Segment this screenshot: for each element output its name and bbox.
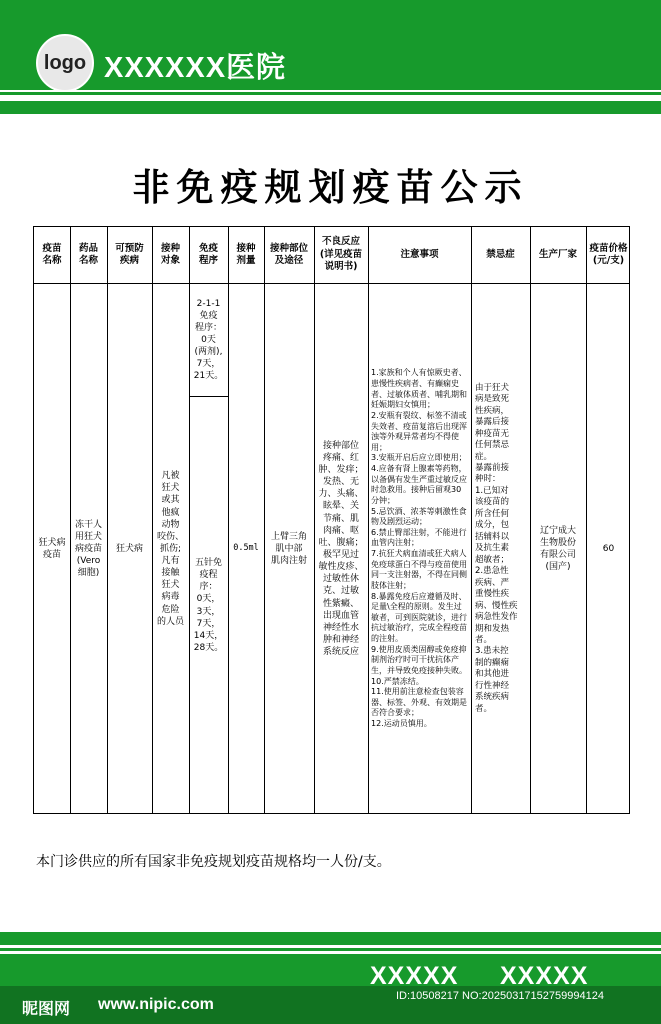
header-contraindications: 禁忌症 — [486, 248, 515, 260]
header-manufacturer: 生产厂家 — [538, 248, 577, 260]
cell-price: 60 — [602, 543, 615, 554]
cell-disease: 狂犬病 — [115, 543, 143, 554]
cell-vaccine-name: 狂犬病 疫苗 — [38, 537, 66, 560]
header-target: 接种 对象 — [160, 242, 180, 266]
header-drug-name: 药品 名称 — [78, 242, 98, 266]
header-vaccine-name: 疫苗 名称 — [42, 242, 62, 266]
watermark-id: ID:10508217 NO:20250317152759994124 — [396, 990, 604, 1002]
logo: logo — [36, 34, 94, 92]
cell-schedule-2-1-1: 2-1-1 免疫 程序： 0天 (两剂), 7天， 21天。 — [193, 298, 224, 382]
cell-route: 上臂三角 肌中部 肌肉注射 — [270, 531, 307, 567]
cell-dose: 0.5ml — [233, 543, 259, 554]
footer-text-right: XXXXX — [500, 962, 589, 990]
cell-precautions: 1.家族和个人有惊厥史者、患慢性疾病者、有癫痫史者、过敏体质者、哺乳期和妊娠期妇女慎用； 2.安瓶有裂纹、标签不清或失效者、疫苗复溶后出现浑浊等外观异常者均不得使用； 3.安瓶开启后应立即使用； 4.应备有肾上腺素等药物，以备偶有发生严重过敏反应时急救用。接种后留观30分钟； 5.忌饮酒、浓茶等刺激性食物及剧烈运动； 6.禁止臀部注射，不能进行血管内注射； 7.抗狂犬病血清或狂犬病人免疫球蛋白不得与疫苗使用同一支注射器，不得在同侧肢体注射； 8.暴露免疫后应遵循及时、足量\全程的原则。发生过敏者，可到医院就诊，进行抗过敏治疗，完成全程疫苗的注射。 9.使用皮质类固醇或免疫抑制剂治疗时可干扰抗体产生，并导致免疫接种失败。 10.严禁冻结。 11.使用前注意检查包装容器、标签、外观、有效期是否符合要求； 12.运动员慎用。 — [371, 368, 467, 728]
cell-adverse: 接种部位 疼痛、红 肿、发痒； 发热、无 力、头痛、 眩晕、关 节痛、肌 肉痛、呕 吐、腹痛； 极罕见过 敏性皮疹、 过敏性休 克、过敏 性紫癜、 出现血管 神经性水 肿和神经 系统反应 — [318, 440, 364, 658]
header-disease: 可预防 疾病 — [115, 242, 144, 266]
cell-target: 凡被 狂犬 或其 他疯 动物 咬伤、 抓伤; 凡有 接触 狂犬 病毒 危险 的人员 — [156, 471, 184, 627]
cell-schedule-five-dose: 五针免 疫程序： 0天， 3天， 7天， 14天， 28天。 — [193, 557, 224, 653]
cell-contraindications: 由于狂犬 病是致死 性疾病， 暴露后接 种疫苗无 任何禁忌 症。 暴露前接 种时： 1.已知对 该疫苗的 所含任何 成分，包 括辅料以 及抗生素 超敏者； 2.患急性 疾病、严 重慢性疾 病、慢性疾 病急性发作 期和发热 者。 3.患未控 制的癫痫 和其他进 行性神经 系统疾病 者。 — [475, 382, 518, 714]
page-title: 非免疫规划疫苗公示 — [132, 166, 529, 209]
watermark-brand: 昵图网 — [22, 999, 71, 1018]
header-stripe — [0, 101, 661, 114]
cell-drug-name: 冻干人 用狂犬 病疫苗 (Vero 细胞) — [74, 519, 102, 579]
footer-text-left: XXXXX — [370, 962, 459, 990]
footer-stripe — [0, 948, 661, 951]
watermark-url: www.nipic.com — [98, 996, 214, 1013]
vaccine-table — [33, 226, 630, 814]
header-adverse: 不良反应 (详见疫苗 说明书) — [319, 236, 363, 273]
header-stripe — [0, 92, 661, 95]
header-route: 接种部位 及途径 — [269, 242, 308, 266]
footnote: 本门诊供应的所有国家非免疫规划疫苗规格均一人份/支。 — [36, 854, 391, 870]
header-schedule: 免疫 程序 — [198, 242, 218, 266]
footer-stripe — [0, 932, 661, 945]
header-bar — [0, 0, 661, 90]
hospital-name: XXXXXX医院 — [104, 52, 287, 84]
header-price: 疫苗价格 (元/支) — [589, 242, 628, 266]
header-precautions: 注意事项 — [400, 248, 439, 260]
cell-manufacturer: 辽宁成大 生物股份 有限公司 (国产) — [539, 525, 576, 573]
header-dose: 接种 剂量 — [236, 242, 256, 266]
